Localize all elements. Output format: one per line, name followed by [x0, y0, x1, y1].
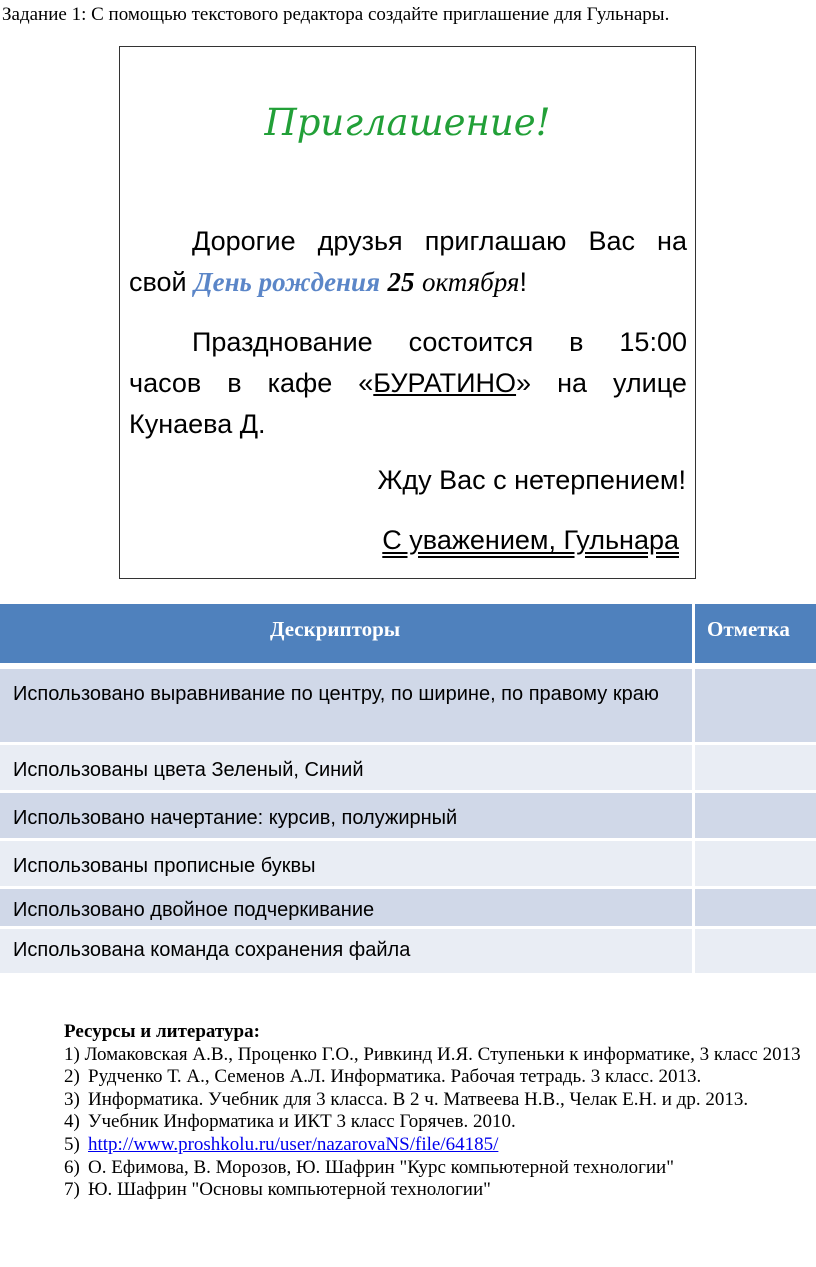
descriptor-cell: Использована команда сохранения файла: [0, 929, 692, 973]
birthday-phrase: День рождения: [194, 267, 380, 297]
p2-line-1: [129, 322, 687, 363]
mark-cell[interactable]: [695, 669, 816, 742]
p1-line-1: [129, 221, 687, 262]
word: друзья: [317, 226, 403, 256]
resource-item-3: 3) Информатика. Учебник для 3 класса. В 2 ч. Матвеева Н.В., Челак Е.Н. и др. 2013.: [64, 1088, 749, 1110]
descriptor-cell: Использовано выравнивание по центру, по ширине, по правому краю: [0, 669, 692, 742]
word: в: [569, 327, 584, 357]
invitation-signature: С уважением, Гульнара: [382, 525, 679, 555]
word: на: [557, 368, 588, 398]
word: улице: [613, 368, 687, 398]
exclamation: !: [519, 267, 527, 297]
word: часов: [129, 368, 202, 398]
mark-cell[interactable]: [695, 841, 816, 886]
header-descriptors: Дескрипторы: [0, 604, 692, 663]
word: в: [227, 368, 242, 398]
invitation-paragraph-1: [129, 221, 687, 303]
date-month: октября: [422, 267, 520, 297]
cafe-name: «БУРАТИНО»: [358, 368, 532, 398]
table-row: [0, 745, 816, 790]
mark-cell[interactable]: [695, 929, 816, 973]
p2-line-3: Кунаева Д.: [129, 409, 266, 439]
word: состоится: [408, 327, 534, 357]
table-row: [0, 669, 816, 742]
word: на: [657, 226, 687, 256]
descriptor-cell: Использованы прописные буквы: [0, 841, 692, 886]
table-row: [0, 929, 816, 973]
resource-link[interactable]: http://www.proshkolu.ru/user/nazarovaNS/file/64185/: [88, 1133, 499, 1155]
resource-item-7: 7) Ю. Шафрин "Основы компьютерной технологии": [64, 1179, 491, 1201]
resources-title: Ресурсы и литература:: [64, 1021, 260, 1042]
descriptor-cell: Использовано начертание: курсив, полужирный: [0, 793, 692, 838]
resources-section: [0, 1021, 816, 1202]
word: Дорогие: [192, 226, 296, 256]
word: приглашаю: [424, 226, 567, 256]
resource-item-5: 5) http://www.proshkolu.ru/user/nazarovaNS/file/64185/: [64, 1133, 499, 1155]
descriptor-cell: Использовано двойное подчеркивание: [0, 889, 692, 926]
invitation-title: Приглашение!: [264, 101, 551, 144]
word: кафе: [267, 368, 333, 398]
mark-cell[interactable]: [695, 889, 816, 926]
word: 15:00: [619, 327, 687, 357]
descriptor-cell: Использованы цвета Зеленый, Синий: [0, 745, 692, 790]
table-row: [0, 793, 816, 838]
date-number: 25: [387, 267, 415, 297]
mark-cell[interactable]: [695, 793, 816, 838]
word: Празднование: [192, 327, 373, 357]
resource-item-4: 4) Учебник Информатика и ИКТ 3 класс Горячев. 2010.: [64, 1111, 516, 1133]
p2-line-2: [129, 363, 687, 404]
resource-item-1: 1) Ломаковская А.В., Проценко Г.О., Ривкинд И.Я. Ступеньки к информатике, 3 класс 2013: [64, 1043, 801, 1065]
resource-item-2: 2) Рудченко Т. А., Семенов А.Л. Информатика. Рабочая тетрадь. 3 класс. 2013.: [64, 1066, 702, 1088]
text: свой: [129, 267, 195, 297]
invitation-wait-line: Жду Вас с нетерпением!: [377, 465, 686, 495]
header-mark: Отметка: [695, 604, 816, 663]
p1-line-2: [129, 262, 687, 303]
mark-cell[interactable]: [695, 745, 816, 790]
invitation-card: [119, 46, 696, 579]
task-heading: Задание 1: С помощью текстового редактора создайте приглашение для Гульнары.: [2, 4, 670, 25]
table-row: [0, 841, 816, 886]
word: Вас: [588, 226, 635, 256]
invitation-paragraph-2: [129, 322, 687, 445]
resource-item-6: 6) О. Ефимова, В. Морозов, Ю. Шафрин "Курс компьютерной технологии": [64, 1156, 674, 1178]
cafe-name-underlined: БУРАТИНО: [373, 368, 517, 398]
table-row: [0, 889, 816, 926]
